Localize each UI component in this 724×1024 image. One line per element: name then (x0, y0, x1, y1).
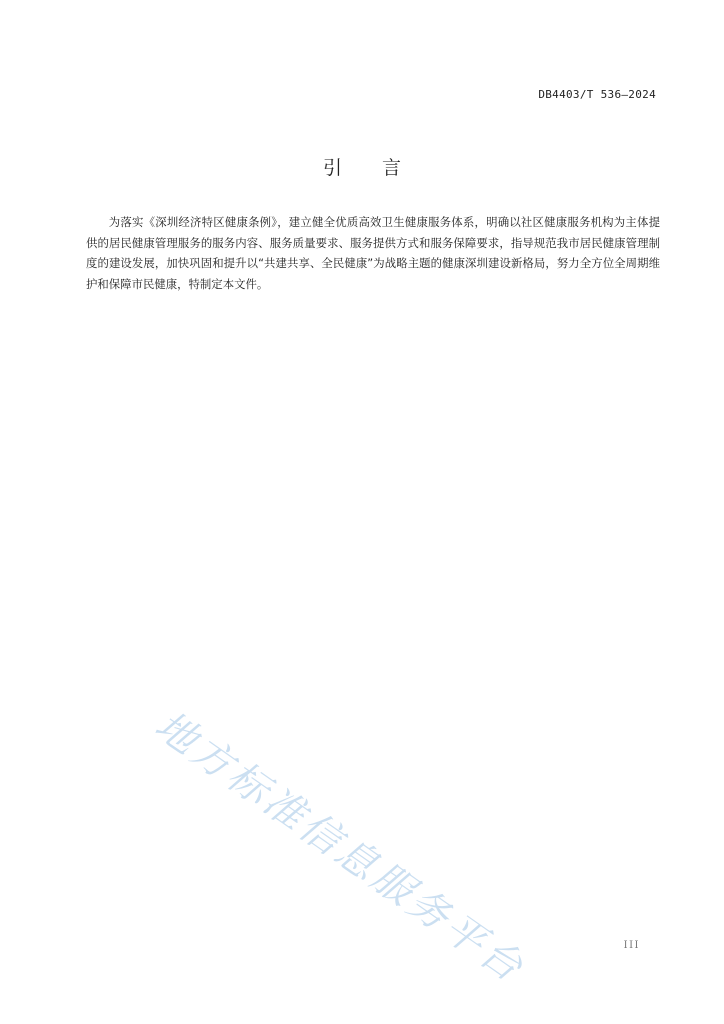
title-char-2: 言 (382, 157, 402, 179)
page-title (0, 153, 724, 180)
page-number: III (623, 940, 640, 951)
title-char-1: 引 (322, 157, 342, 179)
document-number: DB4403/T 536—2024 (538, 88, 656, 101)
introduction-paragraph: 为落实《深圳经济特区健康条例》，建立健全优质高效卫生健康服务体系，明确以社区健康服务机构为主体提供的居民健康管理服务的服务内容、服务质量要求、服务提供方式和服务保障要求，指导规范我市居民健康管理制度的建设发展，加快巩固和提升以“共建共享、全民健康”为战略主题的健康深圳建设新格局，努力全方位全周期维护和保障市民健康，特制定本文件。 (86, 215, 660, 291)
watermark: 地方标准信息服务平台 (146, 702, 534, 993)
